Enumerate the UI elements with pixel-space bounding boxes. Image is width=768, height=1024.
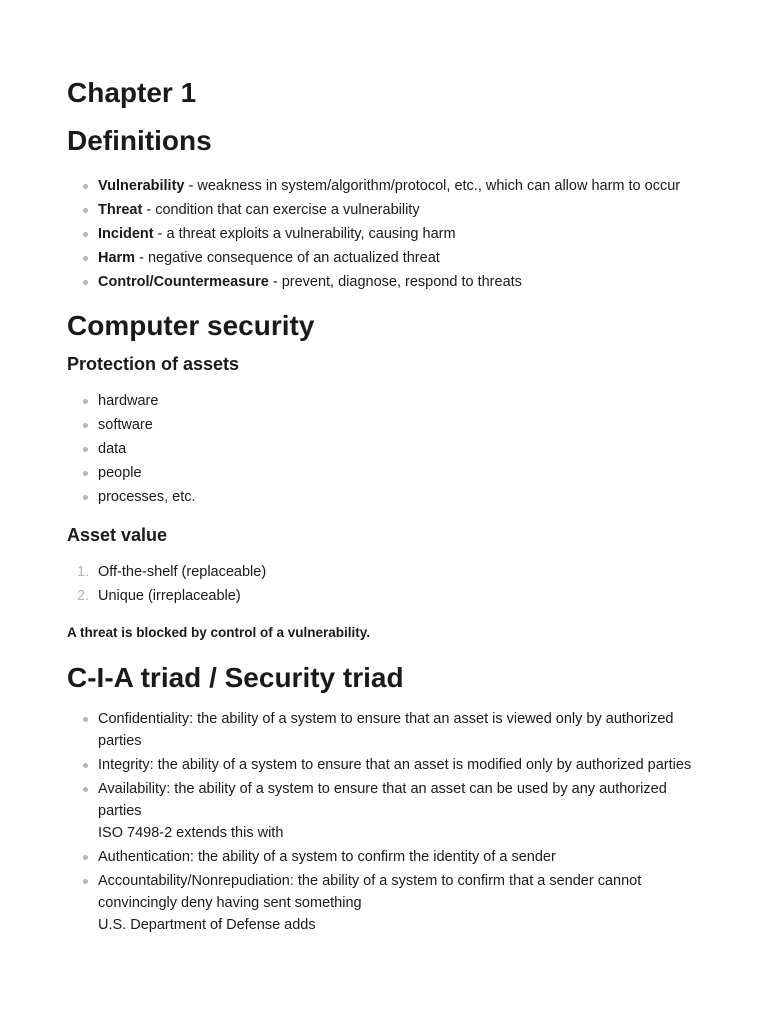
list-item: processes, etc. — [67, 486, 697, 508]
definition-term: Harm — [98, 250, 136, 266]
cia-heading: C-I-A triad / Security triad — [67, 662, 404, 693]
definition-term: Incident — [98, 226, 154, 242]
list-number: 2. — [77, 588, 90, 604]
definition-term: Threat — [98, 202, 143, 218]
list-item: data — [67, 438, 697, 460]
list-item — [67, 708, 697, 752]
list-text: Availability: the ability of a system to ensure that an asset can be used by any authorized parties — [98, 781, 667, 819]
list-number: 1. — [77, 564, 90, 580]
definition-desc: - weakness in system/algorithm/protocol, etc., which can allow harm to occur — [184, 178, 681, 194]
list-text: Confidentiality: the ability of a system to ensure that an asset is viewed only by authorized parties — [98, 711, 674, 749]
list-text: Off-the-shelf (replaceable) — [98, 564, 267, 580]
definition-desc: - prevent, diagnose, respond to threats — [268, 274, 522, 290]
list-item — [67, 561, 697, 583]
definitions-list — [67, 175, 697, 293]
list-text: Accountability/Nonrepudiation: the ability of a system to confirm that a sender cannot convincingly deny having sent something — [98, 873, 642, 911]
threat-note: A threat is blocked by control of a vulnerability. — [67, 625, 371, 640]
definition-item — [67, 271, 697, 293]
asset-value-list — [67, 561, 697, 607]
definition-term: Control/Countermeasure — [98, 274, 269, 290]
definitions-heading: Definitions — [67, 125, 212, 156]
list-subline: U.S. Department of Defense adds — [98, 917, 316, 933]
chapter-title: Chapter 1 — [67, 77, 197, 108]
definition-item — [67, 175, 697, 197]
asset-value-heading: Asset value — [67, 525, 168, 545]
list-item: people — [67, 462, 697, 484]
list-item — [67, 754, 697, 776]
definition-item — [67, 199, 697, 221]
document-page — [67, 72, 697, 938]
cia-list — [67, 708, 697, 936]
definition-desc: - negative consequence of an actualized threat — [135, 250, 440, 266]
list-item — [67, 585, 697, 607]
list-item: hardware — [67, 390, 697, 412]
definition-desc: - a threat exploits a vulnerability, causing harm — [153, 226, 456, 242]
list-item — [67, 846, 697, 868]
definition-item — [67, 247, 697, 269]
list-item — [67, 778, 697, 844]
computer-security-heading: Computer security — [67, 310, 315, 341]
protection-heading: Protection of assets — [67, 354, 240, 374]
list-item: software — [67, 414, 697, 436]
definition-term: Vulnerability — [98, 178, 185, 194]
definition-desc: - condition that can exercise a vulnerability — [142, 202, 420, 218]
definition-item — [67, 223, 697, 245]
list-text: Integrity: the ability of a system to ensure that an asset is modified only by authorized parties — [98, 757, 692, 773]
protection-list — [67, 390, 697, 508]
list-subline: ISO 7498-2 extends this with — [98, 825, 284, 841]
list-text: Authentication: the ability of a system to confirm the identity of a sender — [98, 849, 556, 865]
list-text: Unique (irreplaceable) — [98, 588, 241, 604]
list-item — [67, 870, 697, 936]
